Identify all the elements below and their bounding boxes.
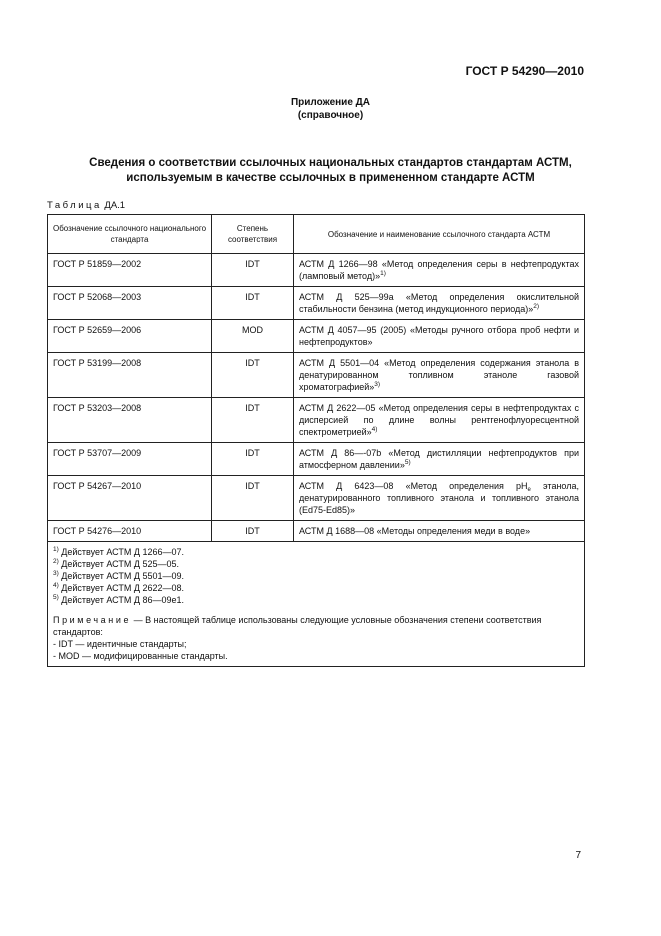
table-header-row [48, 215, 585, 254]
footnote-text: Действует АСТМ Д 2622—08. [58, 583, 184, 593]
footnote [53, 546, 579, 558]
degree-cell: IDT [212, 398, 294, 443]
astm-standard-cell [294, 521, 585, 542]
astm-text-end: этанола, денатурированного топливного этанола и топливного этанола (Ed75-Ed85)» [299, 481, 579, 515]
national-standard-cell: ГОСТ Р 53199—2008 [48, 353, 212, 398]
table-row [48, 443, 585, 476]
notes-cell [48, 542, 585, 667]
footnote-mark: 4) [53, 582, 59, 589]
astm-standard-cell [294, 254, 585, 287]
footnote [53, 558, 579, 570]
note-text: — В настоящей таблице использованы следующие условные обозначения степени соответствия стандартов: [53, 615, 542, 637]
appendix-subtitle: (справочное) [297, 110, 364, 121]
degree-cell: IDT [212, 287, 294, 320]
astm-standard-cell [294, 398, 585, 443]
national-standard-cell: ГОСТ Р 51859—2002 [48, 254, 212, 287]
footnote-text: Действует АСТМ Д 525—05. [58, 559, 179, 569]
astm-text-start: АСТМ Д 6423—08 «Метод определения pH [299, 481, 528, 491]
ph-subscript: e [527, 487, 531, 493]
table-caption-word: Таблица [47, 200, 102, 211]
footnote-mark: 3) [53, 570, 59, 577]
astm-standard-cell [294, 287, 585, 320]
national-standard-cell: ГОСТ Р 52659—2006 [48, 320, 212, 353]
appendix-title: Приложение ДА [290, 97, 371, 108]
footnote-ref: 2) [533, 303, 540, 310]
astm-text: АСТМ Д 86—-07b «Метод дистилляции нефтепродуктов при атмосферном давлении» [299, 448, 579, 470]
table-caption [47, 200, 125, 211]
astm-text: АСТМ Д 4057—95 (2005) «Методы ручного отбора проб нефти и нефтепродуктов» [299, 325, 579, 347]
heading-line-1: Сведения о соответствии ссылочных национальных стандартов стандартам АСТМ, [89, 157, 572, 169]
degree-cell: IDT [212, 353, 294, 398]
footnote-ref: 5) [404, 459, 411, 466]
astm-text: АСТМ Д 2622—05 «Метод определения серы в нефтепродуктах с дисперсией по длине волны рентгенофлуоресцентной спектрометрией» [299, 403, 579, 437]
table-row [48, 287, 585, 320]
standards-table [47, 214, 585, 667]
note-item: - IDT — идентичные стандарты; [53, 639, 187, 649]
degree-cell: IDT [212, 521, 294, 542]
document-code: ГОСТ Р 54290—2010 [465, 64, 584, 78]
table-row [48, 398, 585, 443]
column-header-degree: Степень соответствия [212, 215, 294, 254]
astm-text: АСТМ Д 5501—04 «Метод определения содержания этанола в денатурированном топливном этаноле газовой хроматографией» [299, 358, 579, 392]
table-note [53, 614, 579, 638]
column-header-national: Обозначение ссылочного национального стандарта [48, 215, 212, 254]
national-standard-cell: ГОСТ Р 54267—2010 [48, 476, 212, 521]
degree-cell: IDT [212, 443, 294, 476]
degree-cell: IDT [212, 254, 294, 287]
note-label: Примечание [53, 615, 132, 625]
table-row [48, 521, 585, 542]
appendix-heading [0, 96, 661, 122]
footnote-text: Действует АСТМ Д 86—09е1. [58, 595, 184, 605]
table-row [48, 476, 585, 521]
astm-standard-cell [294, 476, 585, 521]
national-standard-cell: ГОСТ Р 53203—2008 [48, 398, 212, 443]
page-number: 7 [575, 850, 581, 861]
footnote [53, 570, 579, 582]
section-heading [60, 156, 601, 186]
heading-line-2: используемым в качестве ссылочных в примененном стандарте АСТМ [126, 172, 535, 184]
national-standard-cell: ГОСТ Р 52068—2003 [48, 287, 212, 320]
astm-standard-cell [294, 320, 585, 353]
table-row [48, 353, 585, 398]
astm-text: АСТМ Д 525—99а «Метод определения окислительной стабильности бензина (метод индукционного периода)» [299, 292, 579, 314]
national-standard-cell: ГОСТ Р 53707—2009 [48, 443, 212, 476]
column-header-astm: Обозначение и наименование ссылочного стандарта АСТМ [294, 215, 585, 254]
degree-cell: IDT [212, 476, 294, 521]
footnote-ref: 3) [374, 381, 381, 388]
footnote-mark: 5) [53, 594, 59, 601]
degree-cell: MOD [212, 320, 294, 353]
footnote-mark: 2) [53, 558, 59, 565]
table-caption-number: ДА.1 [104, 200, 126, 211]
notes-row [48, 542, 585, 667]
note-item: - MOD — модифицированные стандарты. [53, 651, 228, 661]
footnote-text: Действует АСТМ Д 1266—07. [58, 547, 184, 557]
astm-standard-cell [294, 443, 585, 476]
footnote [53, 582, 579, 594]
astm-text: АСТМ Д 1688—08 «Методы определения меди в воде» [299, 526, 531, 536]
footnote-ref: 1) [380, 270, 386, 277]
footnote-ref: 4) [371, 426, 378, 433]
footnote [53, 594, 579, 606]
table-row [48, 320, 585, 353]
table-row [48, 254, 585, 287]
footnote-text: Действует АСТМ Д 5501—09. [58, 571, 184, 581]
astm-standard-cell [294, 353, 585, 398]
national-standard-cell: ГОСТ Р 54276—2010 [48, 521, 212, 542]
astm-text: АСТМ Д 1266—98 «Метод определения серы в нефтепродуктах (ламповый метод)» [299, 259, 579, 281]
footnote-mark: 1) [53, 546, 59, 553]
